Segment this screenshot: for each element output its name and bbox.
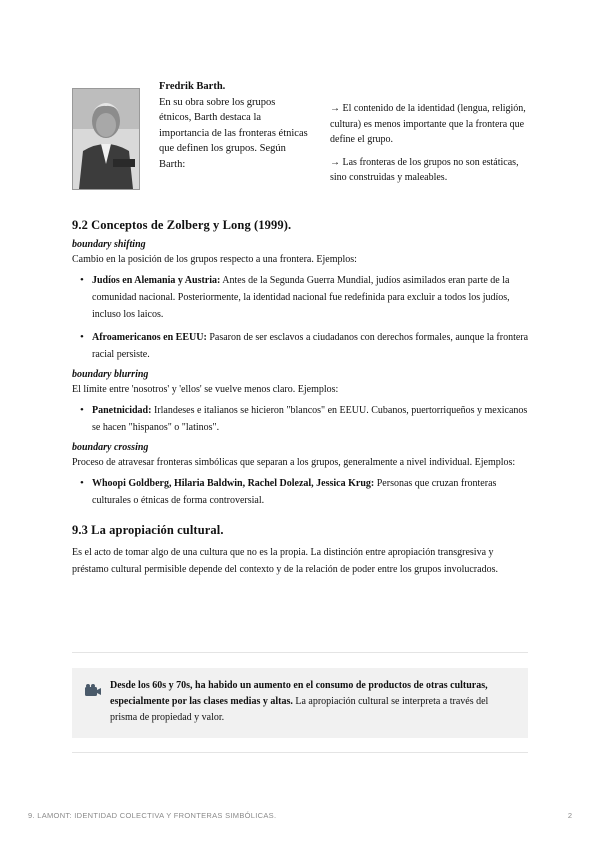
term-boundary-blurring: boundary blurring [72,369,149,380]
callout-box [72,668,528,738]
main-content [72,218,532,582]
boundary-blurring-desc: El límite entre 'nosotros' y 'ellos' se vuelve menos claro. Ejemplos: [72,384,339,395]
callout-lead: Desde los 60s y 70s, ha habido un aumento en el consumo de productos de otras culturas, especialmente por las clases medias y altas. [110,680,488,707]
barth-intro [159,79,309,173]
barth-points [330,101,535,193]
list-item [92,475,532,509]
term-boundary-crossing: boundary crossing [72,442,149,453]
page-number: 2 [567,811,572,820]
boundary-shifting-list [72,272,532,363]
barth-name: Fredrik Barth. [159,81,226,92]
callout-body: La apropiación cultural se interpreta a través del prisma de propiedad y valor. [110,696,489,723]
list-item [92,402,532,436]
barth-point-1: → El contenido de la identidad (lengua, religión, cultura) es menos importante que la frontera que define el grupo. [330,103,526,146]
list-item-text: Pasaron de ser esclavos a ciudadanos con derechos formales, aunque la frontera racial persiste. [92,332,529,360]
boundary-crossing-desc: Proceso de atravesar fronteras simbólicas que separan a los grupos, generalmente a nivel individual. Ejemplos: [72,457,516,468]
cultural-appropriation-desc: Es el acto de tomar algo de una cultura que no es la propia. La distinción entre apropiación transgresiva y préstamo cultural permisible depende del contexto y de la relación de poder entre los grupos involucrados. [72,547,498,575]
callout-text [110,678,515,726]
camera-icon [84,684,102,698]
divider [72,652,528,653]
boundary-shifting-desc: Cambio en la posición de los grupos respecto a una frontera. Ejemplos: [72,254,357,265]
boundary-crossing-list [72,475,532,509]
divider [72,752,528,753]
list-item-text: Antes de la Segunda Guerra Mundial, judíos asimilados eran parte de la comunidad nacional. Posteriormente, la identidad nacional fue redefinida para excluir a todos los judíos, incluso los laicos. [92,275,510,320]
list-item-lead: Panetnicidad: [92,405,152,416]
list-item [92,272,532,323]
section-heading-9-2: 9.2 Conceptos de Zolberg y Long (1999). [72,218,292,232]
footer-running-title: 9. LAMONT: IDENTIDAD COLECTIVA Y FRONTERAS SIMBÓLICAS. [28,811,277,820]
list-item-text: Personas que cruzan fronteras culturales o étnicas de forma controversial. [92,478,497,506]
barth-point-2: → Las fronteras de los grupos no son estáticas, sino construidas y maleables. [330,156,519,184]
term-boundary-shifting: boundary shifting [72,239,146,250]
barth-portrait-image [72,88,140,190]
list-item [92,329,532,363]
section-heading-9-3: 9.3 La apropiación cultural. [72,523,224,537]
boundary-blurring-list [72,402,532,436]
list-item-lead: Whoopi Goldberg, Hilaria Baldwin, Rachel Dolezal, Jessica Krug: [92,478,375,489]
list-item-text: Irlandeses e italianos se hicieron "blancos" en EEUU. Cubanos, puertorriqueños y mexicanos se hacen "hispanos" o "latinos". [92,405,528,433]
barth-description: En su obra sobre los grupos étnicos, Barth destaca la importancia de las fronteras étnicas que definen los grupos. Según Barth: [159,96,308,170]
list-item-lead: Afroamericanos en EEUU: [92,332,207,343]
portrait-photo-icon [73,89,139,189]
list-item-lead: Judíos en Alemania y Austria: [92,275,221,286]
